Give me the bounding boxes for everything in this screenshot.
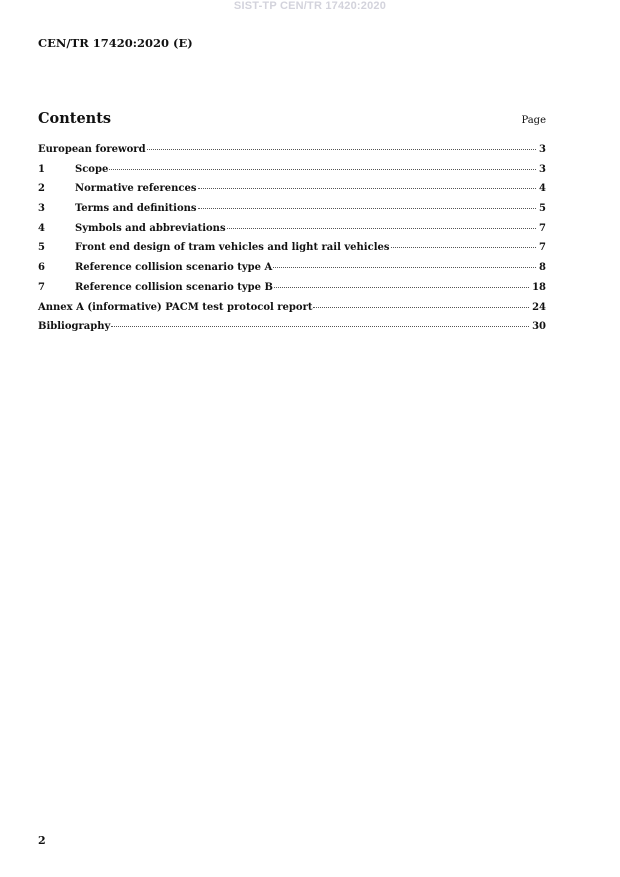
toc-entry-page: 3 [539, 144, 546, 155]
toc-entry-page: 3 [539, 163, 546, 175]
toc-entry-title: Symbols and abbreviations [75, 222, 226, 234]
dot-leader [227, 227, 536, 229]
toc-entry-title: Normative references [75, 183, 197, 195]
dot-leader [198, 207, 537, 209]
dot-leader [391, 246, 537, 248]
toc-entry-symbols-and-abbreviations[interactable] [38, 223, 546, 243]
document-identifier: CEN/TR 17420:2020 (E) [38, 36, 193, 50]
toc-entry-title: Terms and definitions [75, 203, 197, 215]
toc-entry-page: 18 [532, 281, 546, 293]
toc-entry-page: 30 [532, 321, 546, 333]
contents-heading: Contents [38, 110, 112, 127]
toc-entry-page: 7 [539, 242, 546, 254]
toc-entry-scope[interactable] [38, 164, 546, 184]
toc-entry-number: 3 [38, 203, 45, 215]
toc-entry-page: 24 [532, 301, 546, 313]
dot-leader [111, 325, 529, 327]
dot-leader [109, 168, 536, 170]
toc-entry-number: 5 [38, 242, 45, 254]
toc-entry-number: 7 [38, 281, 45, 293]
toc-entry-number: 4 [38, 222, 45, 234]
toc-entry-title: Scope [75, 163, 109, 175]
table-of-contents [38, 144, 546, 341]
toc-entry-page: 5 [539, 203, 546, 215]
toc-entry-title: European foreword [38, 144, 146, 155]
toc-entry-number: 6 [38, 262, 45, 274]
dot-leader [313, 306, 529, 308]
dot-leader [273, 266, 536, 268]
toc-entry-title: Reference collision scenario type B [75, 281, 273, 293]
toc-entry-title: Reference collision scenario type A [75, 262, 273, 274]
toc-entry-page: 7 [539, 222, 546, 234]
toc-entry-number: 1 [38, 163, 45, 175]
toc-entry-number: 2 [38, 183, 45, 195]
dot-leader [274, 286, 529, 288]
toc-entry-collision-scenario-b[interactable] [38, 282, 546, 302]
toc-entry-front-end-design[interactable] [38, 242, 546, 262]
toc-entry-european-foreword[interactable] [38, 144, 546, 164]
toc-entry-normative-references[interactable] [38, 183, 546, 203]
toc-entry-page: 4 [539, 183, 546, 195]
toc-entry-collision-scenario-a[interactable] [38, 262, 546, 282]
page-column-label: Page [521, 115, 546, 126]
page-number: 2 [38, 834, 46, 847]
dot-leader [198, 187, 537, 189]
toc-entry-title: Bibliography [38, 321, 111, 333]
watermark: SIST-TP CEN/TR 17420:2020 [233, 0, 387, 12]
toc-entry-title: Front end design of tram vehicles and light rail vehicles [75, 242, 390, 254]
toc-entry-title: Annex A (informative) PACM test protocol report [38, 301, 313, 313]
toc-entry-terms-and-definitions[interactable] [38, 203, 546, 223]
toc-entry-bibliography[interactable] [38, 321, 546, 341]
dot-leader [147, 148, 536, 150]
toc-entry-annex-a[interactable] [38, 302, 546, 322]
toc-entry-page: 8 [539, 262, 546, 274]
